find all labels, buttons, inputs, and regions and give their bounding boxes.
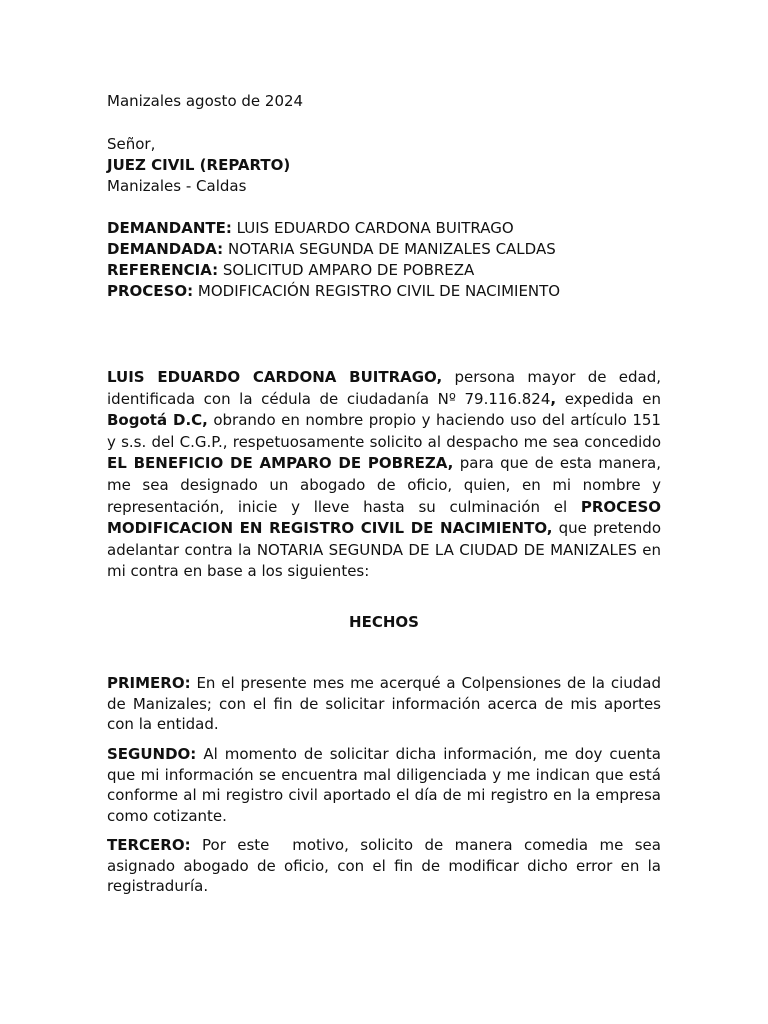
hecho-label: SEGUNDO: <box>107 745 197 763</box>
ref-label: DEMANDADA: <box>107 240 224 258</box>
intro-comma: , <box>550 389 557 408</box>
hecho-label: PRIMERO: <box>107 674 191 692</box>
place-date: Manizales agosto de 2024 <box>107 92 304 110</box>
claimant-name: LUIS EDUARDO CARDONA BUITRAGO, <box>107 368 443 386</box>
addressee-location: Manizales - Caldas <box>107 177 247 195</box>
hecho-segundo <box>107 744 661 826</box>
reference-block <box>107 218 661 302</box>
ref-value: MODIFICACIÓN REGISTRO CIVIL DE NACIMIENTO <box>197 282 561 300</box>
intro-text-3: obrando en nombre propio y haciendo uso del artículo 151 y s.s. del C.G.P., respetuosamente solicito al despacho me sea concedido <box>107 411 661 451</box>
ref-value: SOLICITUD AMPARO DE POBREZA <box>222 261 475 279</box>
ref-label: DEMANDANTE: <box>107 219 232 237</box>
salutation: Señor, <box>107 135 156 153</box>
intro-text-5: que pretendo adelantar contra la NOTARIA SEGUNDA DE LA CIUDAD DE MANIZALES en mi contra en base a los siguientes: <box>107 519 661 581</box>
issue-city: Bogotá D.C, <box>107 411 208 430</box>
intro-text-2: expedida en <box>564 389 661 408</box>
ref-demandante <box>107 218 661 239</box>
ref-label: PROCESO: <box>107 282 194 300</box>
intro-text-4: para que de esta manera, me sea designado un abogado de oficio, quien, en mi nombre y representación, inicie y lleve hasta su culminación el <box>107 454 661 516</box>
benefit-request: EL BENEFICIO DE AMPARO DE POBREZA, <box>107 454 454 473</box>
ref-demandada <box>107 239 661 260</box>
ref-value: LUIS EDUARDO CARDONA BUITRAGO <box>236 219 514 237</box>
addressee-block <box>107 134 661 197</box>
hecho-text: Al momento de solicitar dicha información, me doy cuenta que mi información se encuentra mal diligenciada y me indican que está conforme al mi registro civil aportado el día de mi registro en la empresa como cotizante. <box>107 745 661 825</box>
intro-text-1: persona mayor de edad, identificada con la cédula de ciudadanía Nº 79.116.824 <box>107 368 661 408</box>
ref-value: NOTARIA SEGUNDA DE MANIZALES CALDAS <box>227 240 556 258</box>
hecho-text: Por este motivo, solicito de manera comedia me sea asignado abogado de oficio, con el fin de modificar dicho error en la registraduría. <box>107 836 666 895</box>
ref-proceso <box>107 281 661 302</box>
addressee-title: JUEZ CIVIL (REPARTO) <box>107 156 291 174</box>
hechos-heading: HECHOS <box>349 613 419 631</box>
ref-referencia <box>107 260 661 281</box>
ref-label: REFERENCIA: <box>107 261 219 279</box>
hecho-primero <box>107 673 661 735</box>
intro-paragraph <box>107 367 661 583</box>
hecho-text: En el presente mes me acerqué a Colpensiones de la ciudad de Manizales; con el fin de solicitar información acerca de mis aportes con la entidad. <box>107 674 661 733</box>
process-name: PROCESO MODIFICACION EN REGISTRO CIVIL DE NACIMIENTO, <box>107 497 661 538</box>
hecho-tercero <box>107 835 666 897</box>
hecho-label: TERCERO: <box>107 836 191 854</box>
